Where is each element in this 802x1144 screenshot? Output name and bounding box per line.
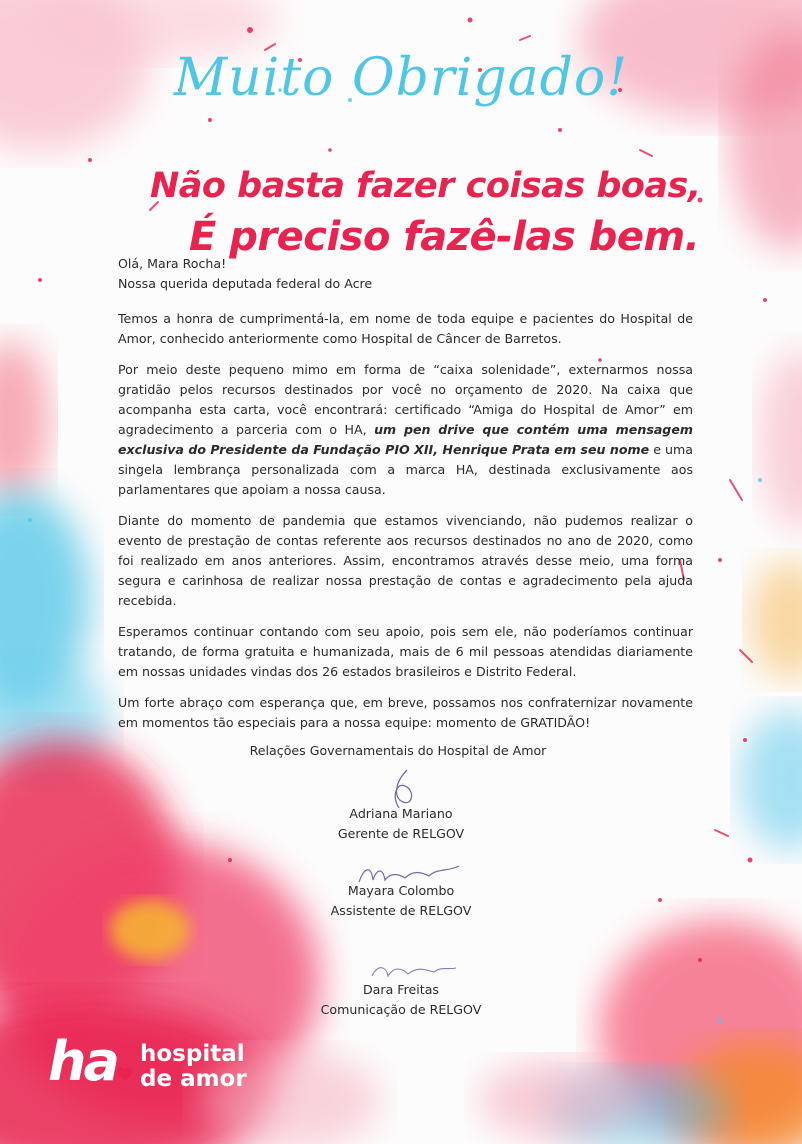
paragraph-2-end: e uma singela lembrança personalizada com a marca HA, destinada exclusivamente aos parlamentares que apoiam a nossa causa. <box>118 442 693 497</box>
paragraph-5: Um forte abraço com esperança que, em breve, possamos nos confraternizar novamente em momentos tão especiais para a nossa equipe: momento de GRATIDÃO! <box>118 695 693 730</box>
thank-you-script-title: Muito Obrigado! <box>173 48 629 108</box>
signature-2-role: Assistente de RELGOV <box>330 903 472 918</box>
logo-line-2: de amor <box>140 1066 247 1092</box>
paragraph-1: Temos a honra de cumprimentá-la, em nome de toda equipe e pacientes do Hospital de Amor, conhecido anteriormente como Hospital de Câncer de Barretos. <box>118 311 693 346</box>
signature-3-role: Comunicação de RELGOV <box>320 1002 482 1017</box>
paragraph-2 <box>118 360 693 500</box>
paragraph-2-highlight: um pen drive que contém uma mensagem exclusiva do Presidente da Fundação PIO XII, Henrique Prata em seu nome <box>118 422 693 457</box>
greeting: Olá, Mara Rocha! <box>118 256 227 271</box>
signature-2 <box>0 881 802 921</box>
signature-2-name: Mayara Colombo <box>347 883 455 898</box>
signature-3 <box>0 980 802 1020</box>
slogan-line-1: Não basta fazer coisas boas, <box>150 166 701 206</box>
letter-body <box>118 254 693 744</box>
logo-wordmark <box>140 1042 247 1092</box>
logo-mark: ha <box>48 1030 117 1093</box>
signature-1-name: Adriana Mariano <box>349 806 453 821</box>
paragraph-3: Diante do momento de pandemia que estamos vivenciando, não pudemos realizar o evento de prestação de contas referente aos recursos destinados no ano de 2020, como foi realizado em anos anteriores. Assim, encontramos através desse meio, uma forma segura e carinhosa de realizar nossa prestação de contas e agradecimento pela ajuda recebida. <box>118 513 693 608</box>
signature-1 <box>0 804 802 844</box>
signature-3-name: Dara Freitas <box>362 982 439 997</box>
heart-icon <box>116 1066 134 1082</box>
department-name: Relações Governamentais do Hospital de Amor <box>249 743 547 758</box>
slogan-line-2: É preciso fazê-las bem. <box>189 214 700 260</box>
signature-1-role: Gerente de RELGOV <box>337 826 465 841</box>
greeting-subtitle: Nossa querida deputada federal do Acre <box>118 276 373 291</box>
paragraph-2-start: Por meio deste pequeno mimo em forma de “caixa solenidade”, externarmos nossa gratidão pelos recursos destinados por você no orçamento de 2020. Na caixa que acompanha esta carta, você encontrará: certificado “Amiga do Hospital de Amor” em agradecimento a parceria com o HA, <box>118 362 693 437</box>
greeting-block <box>118 254 693 294</box>
paragraph-4: Esperamos continuar contando com seu apoio, pois sem ele, não poderíamos continuar tratando, de forma gratuita e humanizada, mais de 6 mil pessoas atendidas diariamente em nossas unidades vindas dos 26 estados brasileiros e Distrito Federal. <box>118 624 693 679</box>
hospital-de-amor-logo <box>48 1030 268 1102</box>
logo-line-1: hospital <box>140 1041 245 1067</box>
